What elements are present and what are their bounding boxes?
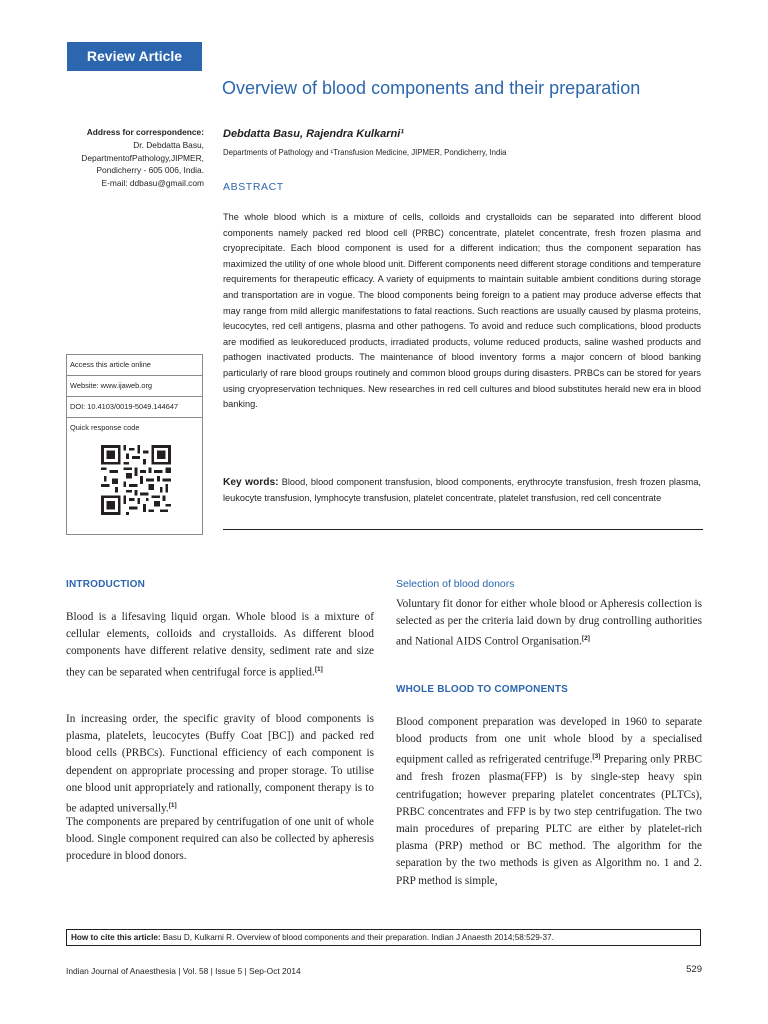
citation-ref[interactable]: [2]: [581, 635, 590, 643]
abstract-heading: ABSTRACT: [223, 181, 284, 193]
whole-blood-heading: WHOLE BLOOD TO COMPONENTS: [396, 684, 569, 695]
access-title: Access this article online: [67, 355, 202, 376]
qr-code-icon[interactable]: [101, 445, 171, 515]
correspondence-block: [52, 126, 204, 190]
whole-blood-text-b: Preparing only PRBC and fresh frozen plasma(FFP) is by single-step heavy spin centrifugation; however preparing platelet concentrates (PLTCs), PRBC concentrates and FFP is by two step centrifugation. The two main procedures of preparing PLTC are either by platelet-rich plasma (PRP) method or BC method. The algorithm for the separation by the two methods is given as Algorithm no. 1 and 2. PRP method is simple,: [396, 754, 703, 887]
authors: Debdatta Basu, Rajendra Kulkarni¹: [223, 128, 404, 140]
correspondence-heading: Address for correspondence:: [86, 127, 204, 137]
abstract-text: The whole blood which is a mixture of cells, colloids and crystalloids can be separated into different blood components namely packed red blood cell (PRBC) concentrate, platelet concentrate, fresh frozen plasma and cryoprecipitate. Each blood component is used for a different indication; thus the component separation has maximized the utility of one whole blood unit. Different components need different storage conditions and temperature requirements for therapeutic efficacy. A variety of equipments to maintain suitable ambient conditions during storage and transportation are in vogue. The blood components being foreign to a patient may produce adverse effects that may range from mild allergic manifestations to fatal reactions. Such reactions are usually caused by plasma proteins, leucocytes, red cell antigens, plasma and other pathogens. To avoid and reduce such complications, blood products are modified as leukoreduced products, irradiated products, volume reduced products, saline washed products and pathogen inactivated products. The maintenance of blood inventory forms a major concern of blood banking particularly of rare blood groups routinely and common blood groups during disasters. PRBCs can be stored for years using cryopreservation techniques. New researches in red cell cultures and blood substitutes herald new era in blood banking.: [223, 212, 701, 410]
cite-label: How to cite this article:: [71, 933, 161, 942]
correspondence-line: Dr. Debdatta Basu,: [133, 139, 204, 150]
affiliation: Departments of Pathology and ¹Transfusion Medicine, JIPMER, Pondicherry, India: [223, 148, 507, 157]
intro-paragraph-3: The components are prepared by centrifugation of one unit of whole blood. Single component required can also be collected by apheresis procedure in blood donors.: [66, 816, 374, 863]
access-article-box: [66, 354, 203, 535]
page-number: 529: [686, 964, 702, 975]
keywords: [223, 475, 701, 506]
intro-paragraph-2: [66, 711, 374, 818]
qr-label: Quick response code: [70, 423, 140, 432]
correspondence-line: Pondicherry - 605 006, India.: [96, 165, 204, 176]
journal-footer: Indian Journal of Anaesthesia | Vol. 58 | Issue 5 | Sep-Oct 2014: [66, 966, 301, 976]
citation-ref[interactable]: [1]: [168, 802, 177, 810]
section-divider: [223, 529, 703, 530]
citation-ref[interactable]: [3]: [592, 753, 601, 761]
website-link[interactable]: Website: www.ijaweb.org: [67, 376, 202, 397]
article-type-badge: Review Article: [67, 42, 202, 71]
intro-paragraph-1: [66, 609, 374, 682]
donor-selection-heading: Selection of blood donors: [396, 578, 515, 590]
introduction-heading: INTRODUCTION: [66, 579, 146, 590]
whole-blood-text-a: Blood component preparation was developed in 1960 to separate blood products from one unit whole blood by a specialised equipment called as refrigerated centrifuge.: [396, 716, 702, 767]
keywords-label: Key words:: [223, 477, 279, 488]
correspondence-email[interactable]: E-mail: ddbasu@gmail.com: [101, 178, 204, 189]
doi-link[interactable]: DOI: 10.4103/0019-5049.144647: [67, 397, 202, 418]
keywords-text: Blood, blood component transfusion, blood components, erythrocyte transfusion, fresh frozen plasma, leukocyte transfusion, lymphocyte transfusion, platelet concentrate, platelet transfusion, red cell concentrate: [223, 477, 701, 503]
whole-blood-paragraph: [396, 714, 702, 890]
article-title: Overview of blood components and their preparation: [222, 78, 641, 98]
correspondence-line: DepartmentofPathology,JIPMER,: [81, 152, 204, 163]
intro-p2-text: In increasing order, the specific gravity of blood components is plasma, platelets, leucocytes (Buffy Coat [BC]) and packed red blood cells (PRBCs). Functional efficiency of each component is dependent on appropriate processing and proper storage. To utilise one blood unit appropriately and rationally, component therapy is to be adapted universally.: [66, 713, 374, 815]
donor-paragraph: [396, 596, 702, 651]
cite-text: Basu D, Kulkarni R. Overview of blood components and their preparation. Indian J Anaesth 2014;58:529-37.: [160, 933, 554, 942]
intro-p1-text: Blood is a lifesaving liquid organ. Whole blood is a mixture of cellular elements, colloids and crystalloids. As different blood components have different relative density, sediment rate and size they can be separated when centrifugal force is applied.: [66, 611, 374, 679]
donor-text: Voluntary fit donor for either whole blood or Apheresis collection is selected as per the criteria laid down by drug controlling authorities and National AIDS Control Organisation.: [396, 598, 702, 649]
how-to-cite-box: [66, 929, 701, 946]
citation-ref[interactable]: [1]: [314, 665, 323, 673]
